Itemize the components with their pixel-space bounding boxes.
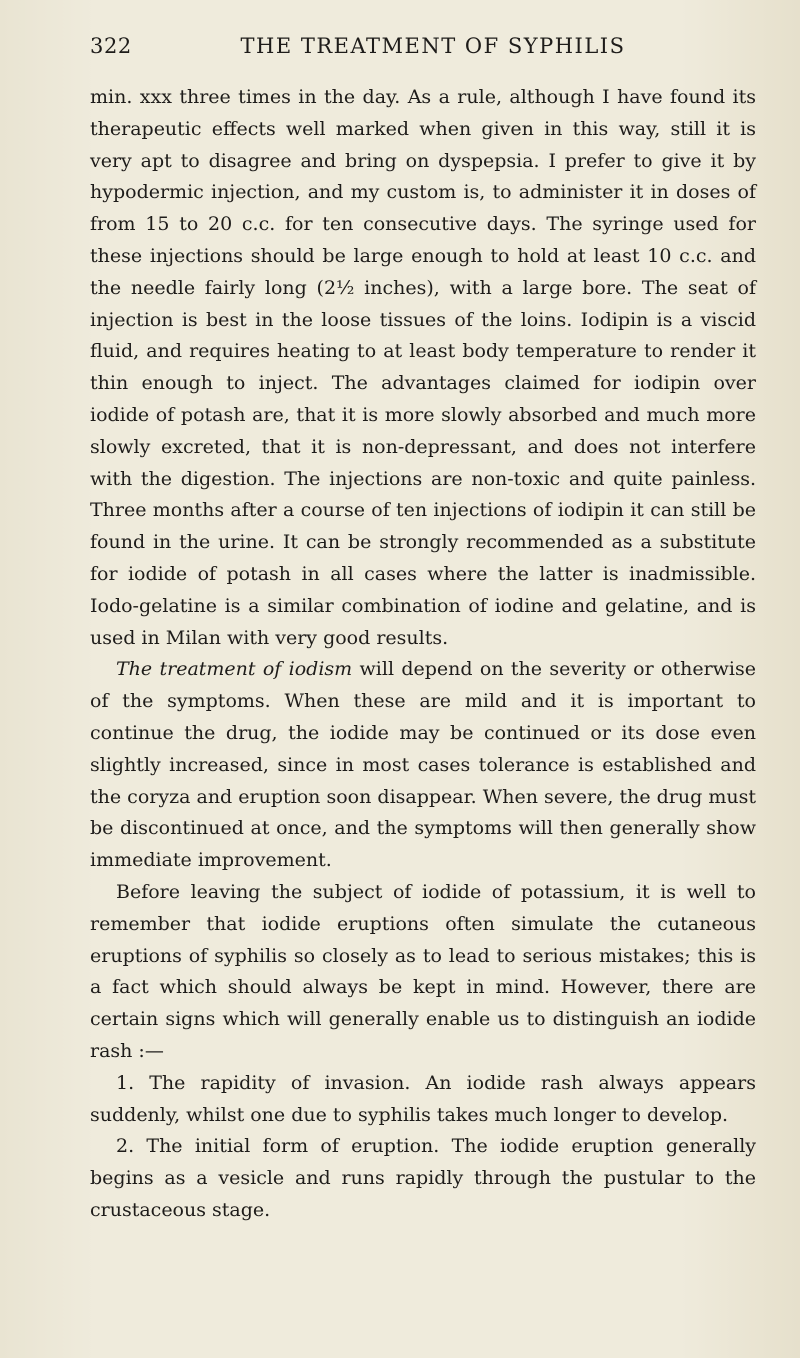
list-item-initial-form: 2. The initial form of eruption. The iodide eruption generally begins as a vesicle and runs rapidly through the pustular to the crustaceous stage. (90, 1135, 756, 1221)
running-title: THE TREATMENT OF SYPHILIS (240, 34, 626, 58)
body-text (90, 82, 756, 1227)
page-number: 322 (90, 34, 132, 58)
italic-heading: The treatment of iodism (116, 658, 353, 681)
paragraph-iodism-treatment (90, 654, 756, 877)
paragraph-iodism-text: will depend on the severity or otherwise of the symptoms. When these are mild and it is important to continue the drug, the iodide may be continued or its dose even slightly increased, since in most cases tolerance is established and the coryza and eruption soon disappear. When severe, the drug must be discontinued at once, and the symptoms will then generally show immediate improvement. (90, 658, 756, 872)
paragraph-iodide-eruptions: Before leaving the subject of iodide of potassium, it is well to remember that iodide eruptions often simulate the cutaneous eruptions of syphilis so closely as to lead to serious mistakes; this is a fact which should always be kept in mind. However, there are certain signs which will generally enable us to distinguish an iodide rash :— (90, 880, 756, 1062)
paragraph-iodipin: min. xxx three times in the day. As a rule, although I have found its therapeutic effects well marked when given in this way, still it is very apt to disagree and bring on dyspepsia. I prefer to give it by hypodermic injection, and my custom is, to administer it in doses of from 15 to 20 c.c. for ten consecutive days. The syringe used for these injections should be large enough to hold at least 10 c.c. and the needle fairly long (2½ inches), with a large bore. The seat of injection is best in the loose tissues of the loins. Iodipin is a viscid fluid, and requires heating to at least body temperature to render it thin enough to inject. The advantages claimed for iodipin over iodide of potash are, that it is more slowly absorbed and much more slowly excreted, that it is non-depressant, and does not interfere with the digestion. The injections are non-toxic and quite painless. Three months after a course of ten injections of iodipin it can still be found in the urine. It can be strongly recommended as a substitute for iodide of potash in all cases where the latter is inadmissible. Iodo-gelatine is a similar combination of iodine and gelatine, and is used in Milan with very good results. (90, 86, 756, 649)
page-header (90, 34, 756, 70)
list-item-rapidity: 1. The rapidity of invasion. An iodide rash always appears suddenly, whilst one due to syphilis takes much longer to develop. (90, 1071, 756, 1126)
